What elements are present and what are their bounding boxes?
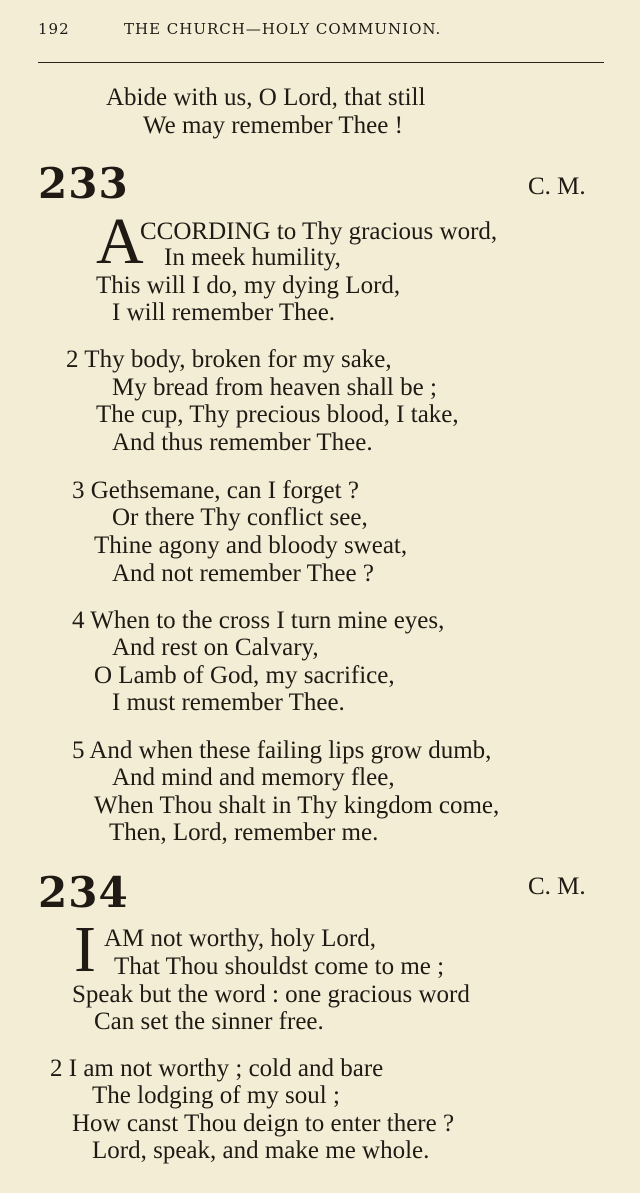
hymn-233-line: 4 When to the cross I turn mine eyes, <box>72 607 445 634</box>
prev-hymn-line: We may remember Thee ! <box>143 112 403 139</box>
page-number: 192 <box>38 20 70 38</box>
hymn-233-line: And thus remember Thee. <box>112 429 373 456</box>
header-rule <box>38 62 604 63</box>
hymn-233-line: And not remember Thee ? <box>112 560 374 587</box>
running-title: THE CHURCH—HOLY COMMUNION. <box>124 20 442 38</box>
hymn-233-line: 5 And when these failing lips grow dumb, <box>72 737 492 764</box>
hymn-233-line: When Thou shalt in Thy kingdom come, <box>94 792 500 819</box>
hymn-233-line: Or there Thy conflict see, <box>112 504 368 531</box>
hymn-234-line: Lord, speak, and make me whole. <box>92 1137 430 1164</box>
hymn-233-line: I will remember Thee. <box>112 299 336 326</box>
prev-hymn-line: Abide with us, O Lord, that still <box>106 84 426 111</box>
hymn-233-line: And rest on Calvary, <box>112 634 319 661</box>
hymn-number-234: 234 <box>38 868 129 917</box>
hymn-233-line: Thine agony and bloody sweat, <box>94 532 408 559</box>
hymn-234-line: How canst Thou deign to enter there ? <box>72 1110 455 1137</box>
hymn-233-line: Then, Lord, remember me. <box>109 819 379 846</box>
hymn-234-first-line: AM not worthy, holy Lord, <box>104 925 376 952</box>
hymn-233-line: O Lamb of God, my sacrifice, <box>94 662 395 689</box>
hymn-number-233: 233 <box>38 159 129 208</box>
hymn-233-line: My bread from heaven shall be ; <box>112 374 437 401</box>
hymn-233-line: 3 Gethsemane, can I forget ? <box>72 477 359 504</box>
hymn-233-line: I must remember Thee. <box>112 689 345 716</box>
hymn-233-line: This will I do, my dying Lord, <box>96 272 401 299</box>
running-header <box>38 20 604 44</box>
drop-cap-233: A <box>96 205 144 278</box>
hymn-233-line: The cup, Thy precious blood, I take, <box>96 401 459 428</box>
hymn-meter-233: C. M. <box>528 173 586 200</box>
hymn-233-line: 2 Thy body, broken for my sake, <box>66 346 392 373</box>
drop-cap-234: I <box>74 913 96 986</box>
hymn-234-line: Can set the sinner free. <box>94 1008 324 1035</box>
hymn-234-line: That Thou shouldst come to me ; <box>114 953 445 980</box>
hymn-233-line: And mind and memory flee, <box>112 764 395 791</box>
hymn-meter-234: C. M. <box>528 873 586 900</box>
hymn-234-line: The lodging of my soul ; <box>92 1082 340 1109</box>
hymn-234-line: 2 I am not worthy ; cold and bare <box>50 1055 384 1082</box>
hymn-233-first-line: CCORDING to Thy gracious word, <box>140 218 498 245</box>
hymn-233-line: In meek humility, <box>164 244 341 271</box>
hymn-234-line: Speak but the word : one gracious word <box>72 981 470 1008</box>
